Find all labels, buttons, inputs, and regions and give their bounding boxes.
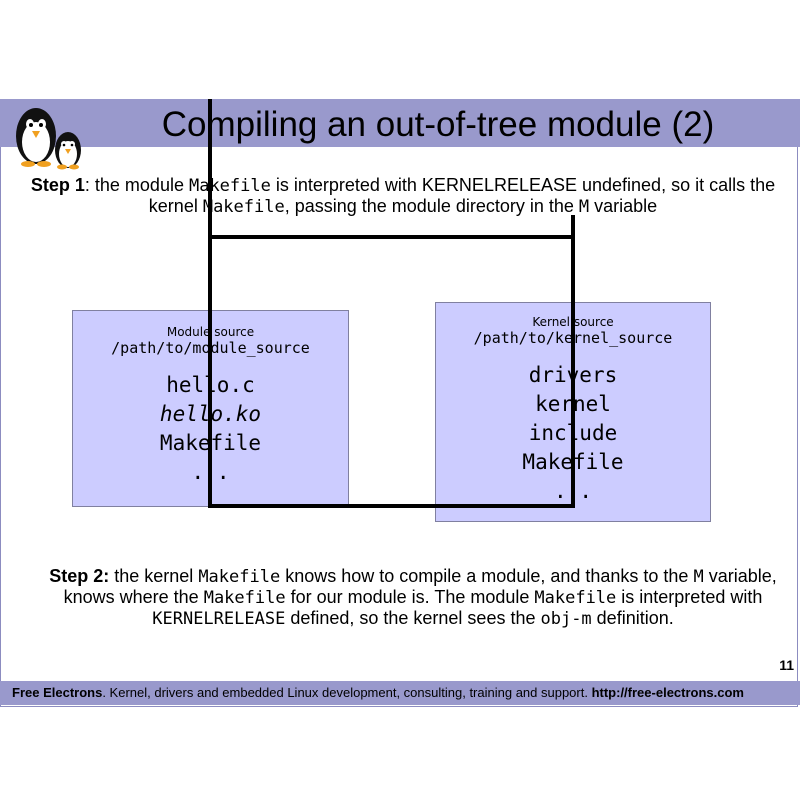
- step1-part: , passing the module directory in the: [284, 196, 579, 216]
- step2-part: knows how to compile a module, and thanks to the: [280, 566, 694, 586]
- step1-part: : the module: [84, 175, 189, 195]
- module-file: ...: [191, 460, 230, 484]
- page-number: 11: [779, 657, 794, 673]
- step2-lead: Step 2:: [49, 566, 110, 586]
- footer-text: [12, 685, 744, 700]
- module-file: hello.c: [166, 373, 255, 397]
- step1-code: Makefile: [202, 197, 285, 217]
- step2-part: is interpreted with: [616, 587, 763, 607]
- module-file: hello.ko: [159, 402, 262, 426]
- step2-code: Makefile: [203, 588, 286, 608]
- step2-code: Makefile: [198, 567, 281, 587]
- step1-part: is interpreted with KERNELRELEASE undefined, so it calls the kernel: [148, 175, 776, 216]
- kernel-source-box: [435, 302, 711, 522]
- footer-bar: [0, 681, 800, 705]
- module-file-list: [73, 371, 348, 487]
- step2-code: KERNELRELEASE: [152, 609, 286, 629]
- step1-part: variable: [589, 196, 658, 216]
- kernel-file-list: [436, 361, 710, 506]
- module-file: Makefile: [159, 431, 262, 455]
- step1-text: [30, 175, 776, 217]
- footer-url-link[interactable]: http://free-electrons.com: [591, 685, 744, 700]
- penguins-logo-icon: [8, 100, 88, 170]
- footer-brand: Free Electrons: [12, 685, 103, 700]
- step2-part: variable, knows where the: [63, 566, 777, 607]
- kernel-file: kernel: [535, 392, 611, 416]
- step2-code: obj-m: [540, 609, 592, 629]
- kernel-file: include: [528, 421, 618, 445]
- kernel-source-path: /path/to/kernel_source: [473, 329, 673, 347]
- step1-code: Makefile: [188, 176, 271, 196]
- slide-title: Compiling an out-of-tree module (2): [161, 105, 715, 144]
- kernel-file: Makefile: [522, 450, 624, 474]
- module-source-label: Module source: [166, 325, 255, 339]
- kernel-file: drivers: [528, 363, 618, 387]
- footer-description: . Kernel, drivers and embedded Linux development, consulting, training and support.: [102, 685, 592, 700]
- step2-text: [40, 566, 786, 629]
- step2-part: for our module is. The module: [285, 587, 535, 607]
- step2-code: Makefile: [534, 588, 617, 608]
- module-source-box: [72, 310, 349, 507]
- kernel-source-label: Kernel source: [532, 315, 614, 329]
- kernel-file: ...: [554, 479, 592, 503]
- step2-code: M: [693, 567, 704, 587]
- step1-lead: Step 1: [30, 175, 85, 195]
- step2-part: the kernel: [109, 566, 199, 586]
- module-source-path: /path/to/module_source: [111, 339, 310, 357]
- step2-part: definition.: [591, 608, 674, 628]
- step1-code: M: [578, 197, 590, 217]
- step2-part: defined, so the kernel sees the: [285, 608, 541, 628]
